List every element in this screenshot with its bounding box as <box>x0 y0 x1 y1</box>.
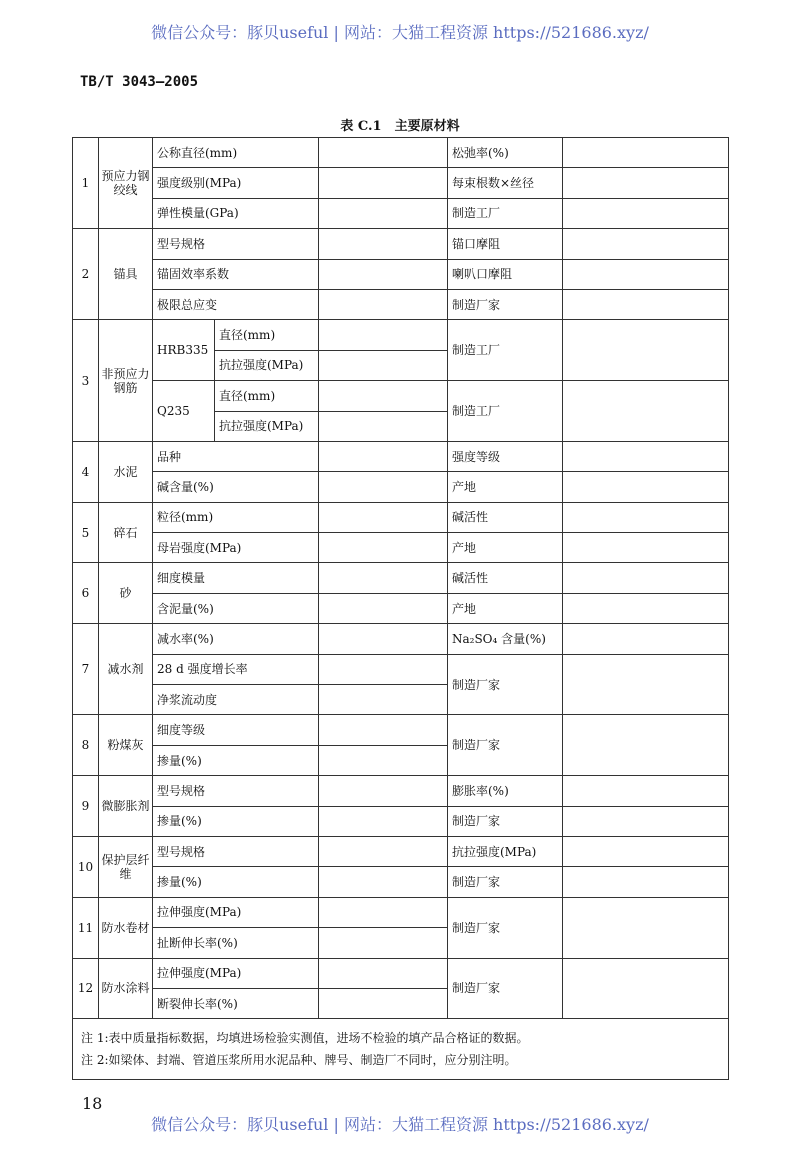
property-label: 抗拉强度(MPa) <box>448 836 563 866</box>
table-row <box>73 654 729 684</box>
property-label: 弹性模量(GPa) <box>153 198 319 228</box>
property-label: 细度等级 <box>153 715 319 745</box>
property-value-field[interactable] <box>563 381 729 442</box>
property-label: Na₂SO₄ 含量(%) <box>448 624 563 654</box>
item-number: 10 <box>73 836 99 897</box>
property-label: 净浆流动度 <box>153 685 319 715</box>
property-label: 制造厂家 <box>448 897 563 958</box>
property-value-field[interactable] <box>563 897 729 958</box>
property-value-field[interactable] <box>319 198 448 228</box>
property-label: 细度模量 <box>153 563 319 593</box>
property-label: 制造厂家 <box>448 289 563 319</box>
item-number: 7 <box>73 624 99 715</box>
table-row <box>73 289 729 319</box>
property-value-field[interactable] <box>319 381 448 411</box>
table-row <box>73 715 729 745</box>
property-label: 极限总应变 <box>153 289 319 319</box>
table-row <box>73 593 729 623</box>
table-row <box>73 897 729 927</box>
property-value-field[interactable] <box>563 593 729 623</box>
table-row <box>73 776 729 806</box>
property-label: 直径(mm) <box>215 320 319 350</box>
property-value-field[interactable] <box>563 624 729 654</box>
property-value-field[interactable] <box>563 472 729 502</box>
property-label: 母岩强度(MPa) <box>153 533 319 563</box>
table-row <box>73 381 729 411</box>
property-label: 碱活性 <box>448 502 563 532</box>
item-number: 12 <box>73 958 99 1019</box>
material-name: 非预应力钢筋 <box>99 320 153 442</box>
property-label: 产地 <box>448 533 563 563</box>
materials-table <box>72 137 729 1080</box>
property-label: 拉伸强度(MPa) <box>153 897 319 927</box>
property-value-field[interactable] <box>319 654 448 684</box>
material-name: 锚具 <box>99 229 153 320</box>
property-value-field[interactable] <box>563 867 729 897</box>
property-value-field[interactable] <box>319 441 448 471</box>
property-label: 抗拉强度(MPa) <box>215 411 319 441</box>
material-name: 水泥 <box>99 441 153 502</box>
property-label: 锚口摩阻 <box>448 229 563 259</box>
steel-grade: Q235 <box>153 381 215 442</box>
property-value-field[interactable] <box>319 715 448 745</box>
material-name: 砂 <box>99 563 153 624</box>
property-label: 减水率(%) <box>153 624 319 654</box>
property-label: 制造厂家 <box>448 806 563 836</box>
property-label: 产地 <box>448 472 563 502</box>
table-row <box>73 441 729 471</box>
property-value-field[interactable] <box>563 441 729 471</box>
property-value-field[interactable] <box>319 897 448 927</box>
property-label: 制造工厂 <box>448 381 563 442</box>
table-row <box>73 867 729 897</box>
item-number: 5 <box>73 502 99 563</box>
property-label: 强度等级 <box>448 441 563 471</box>
property-value-field[interactable] <box>563 958 729 1019</box>
property-value-field[interactable] <box>563 138 729 168</box>
property-value-field[interactable] <box>319 806 448 836</box>
property-value-field[interactable] <box>319 502 448 532</box>
property-value-field[interactable] <box>319 563 448 593</box>
material-name: 碎石 <box>99 502 153 563</box>
property-label: 28 d 强度增长率 <box>153 654 319 684</box>
table-row <box>73 624 729 654</box>
property-label: 喇叭口摩阻 <box>448 259 563 289</box>
property-label: 品种 <box>153 441 319 471</box>
item-number: 6 <box>73 563 99 624</box>
table-row <box>73 958 729 988</box>
table-row <box>73 563 729 593</box>
property-value-field[interactable] <box>319 958 448 988</box>
watermark-bottom: 微信公众号：豚贝useful | 网站：大猫工程资源 https://521686.xyz/ <box>151 1115 649 1134</box>
table-row <box>73 472 729 502</box>
material-name: 减水剂 <box>99 624 153 715</box>
standard-number: TB/T 3043—2005 <box>80 74 199 90</box>
table-row <box>73 320 729 350</box>
property-value-field[interactable] <box>319 776 448 806</box>
item-number: 11 <box>73 897 99 958</box>
property-label: 产地 <box>448 593 563 623</box>
property-label: 掺量(%) <box>153 806 319 836</box>
steel-grade: HRB335 <box>153 320 215 381</box>
property-value-field[interactable] <box>563 320 729 381</box>
property-label: 掺量(%) <box>153 745 319 775</box>
property-value-field[interactable] <box>319 593 448 623</box>
property-label: 拉伸强度(MPa) <box>153 958 319 988</box>
table-title: 表 C.1 主要原材料 <box>340 119 460 134</box>
property-value-field[interactable] <box>563 715 729 776</box>
property-value-field[interactable] <box>319 685 448 715</box>
property-value-field[interactable] <box>319 533 448 563</box>
table-row <box>73 502 729 532</box>
property-label: 直径(mm) <box>215 381 319 411</box>
item-number: 3 <box>73 320 99 442</box>
table-row <box>73 259 729 289</box>
property-value-field[interactable] <box>319 350 448 380</box>
property-label: 含泥量(%) <box>153 593 319 623</box>
property-value-field[interactable] <box>319 867 448 897</box>
property-value-field[interactable] <box>563 806 729 836</box>
property-label: 制造工厂 <box>448 320 563 381</box>
item-number: 1 <box>73 138 99 229</box>
table-row <box>73 168 729 198</box>
item-number: 9 <box>73 776 99 837</box>
table-row <box>73 138 729 168</box>
table-row <box>73 229 729 259</box>
property-value-field[interactable] <box>563 533 729 563</box>
property-label: 掺量(%) <box>153 867 319 897</box>
material-name: 粉煤灰 <box>99 715 153 776</box>
property-label: 制造厂家 <box>448 958 563 1019</box>
property-value-field[interactable] <box>563 229 729 259</box>
property-value-field[interactable] <box>563 259 729 289</box>
property-value-field[interactable] <box>319 928 448 958</box>
note: 注 2:如梁体、封端、管道压浆所用水泥品种、牌号、制造厂不同时，应分别注明。 <box>81 1053 517 1068</box>
property-label: 每束根数×丝径 <box>448 168 563 198</box>
property-label: 碱活性 <box>448 563 563 593</box>
property-label: 扯断伸长率(%) <box>153 928 319 958</box>
property-value-field[interactable] <box>563 563 729 593</box>
property-value-field[interactable] <box>563 654 729 715</box>
material-name: 防水涂料 <box>99 958 153 1019</box>
item-number: 2 <box>73 229 99 320</box>
property-value-field[interactable] <box>563 502 729 532</box>
material-name: 微膨胀剂 <box>99 776 153 837</box>
property-label: 制造厂家 <box>448 654 563 715</box>
property-label: 型号规格 <box>153 776 319 806</box>
property-value-field[interactable] <box>319 229 448 259</box>
table-row <box>73 198 729 228</box>
property-label: 强度级别(MPa) <box>153 168 319 198</box>
table-row <box>73 806 729 836</box>
item-number: 8 <box>73 715 99 776</box>
item-number: 4 <box>73 441 99 502</box>
property-value-field[interactable] <box>319 988 448 1018</box>
watermark-top: 微信公众号：豚贝useful | 网站：大猫工程资源 https://521686.xyz/ <box>151 23 649 42</box>
property-value-field[interactable] <box>319 168 448 198</box>
property-label: 膨胀率(%) <box>448 776 563 806</box>
property-label: 型号规格 <box>153 229 319 259</box>
table-row <box>73 533 729 563</box>
property-value-field[interactable] <box>319 836 448 866</box>
property-label: 抗拉强度(MPa) <box>215 350 319 380</box>
property-value-field[interactable] <box>563 836 729 866</box>
material-name: 预应力钢绞线 <box>99 138 153 229</box>
property-value-field[interactable] <box>319 624 448 654</box>
property-value-field[interactable] <box>319 745 448 775</box>
page-number: 18 <box>82 1094 103 1113</box>
property-label: 松弛率(%) <box>448 138 563 168</box>
property-label: 制造厂家 <box>448 867 563 897</box>
property-value-field[interactable] <box>563 198 729 228</box>
property-label: 碱含量(%) <box>153 472 319 502</box>
property-value-field[interactable] <box>563 776 729 806</box>
property-value-field[interactable] <box>319 138 448 168</box>
table-row <box>73 836 729 866</box>
property-value-field[interactable] <box>563 289 729 319</box>
property-value-field[interactable] <box>319 289 448 319</box>
property-value-field[interactable] <box>319 320 448 350</box>
property-value-field[interactable] <box>319 411 448 441</box>
material-name: 防水卷材 <box>99 897 153 958</box>
property-label: 锚固效率系数 <box>153 259 319 289</box>
material-name: 保护层纤维 <box>99 836 153 897</box>
property-label: 断裂伸长率(%) <box>153 988 319 1018</box>
property-value-field[interactable] <box>563 168 729 198</box>
property-value-field[interactable] <box>319 259 448 289</box>
note: 注 1:表中质量指标数据，均填进场检验实测值，进场不检验的填产品合格证的数据。 <box>81 1031 529 1046</box>
property-label: 粒径(mm) <box>153 502 319 532</box>
table-notes <box>73 1019 729 1080</box>
property-label: 型号规格 <box>153 836 319 866</box>
property-label: 制造工厂 <box>448 198 563 228</box>
property-label: 制造厂家 <box>448 715 563 776</box>
property-label: 公称直径(mm) <box>153 138 319 168</box>
property-value-field[interactable] <box>319 472 448 502</box>
